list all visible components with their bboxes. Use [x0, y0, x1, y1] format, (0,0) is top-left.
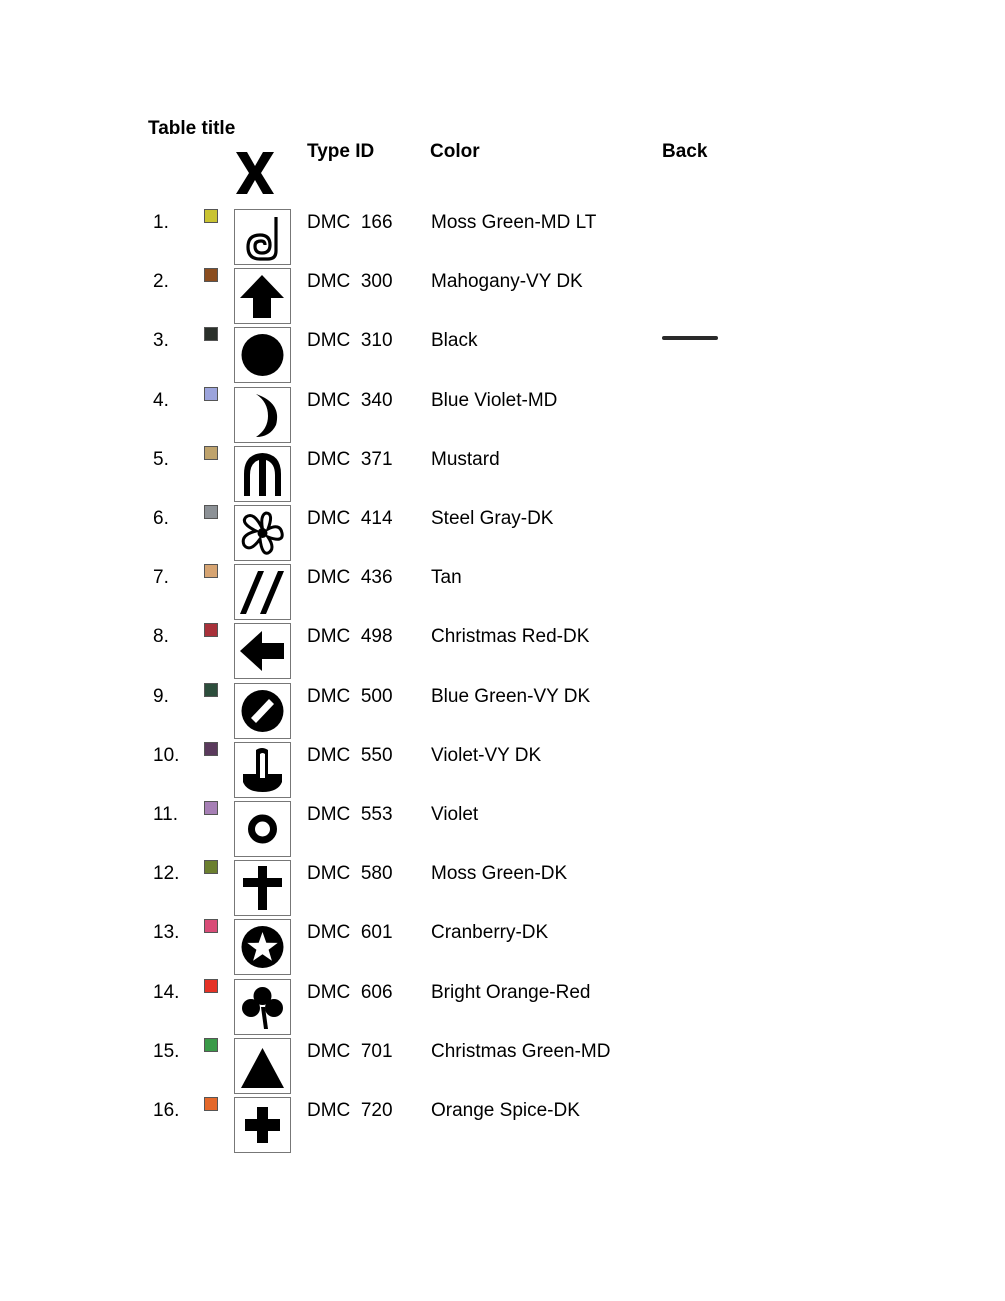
color-code: 580 — [360, 863, 393, 885]
table-row — [0, 742, 1005, 801]
color-name: Blue Violet-MD — [431, 389, 558, 411]
table-row — [0, 327, 1005, 386]
color-swatch — [204, 327, 218, 341]
brand: DMC — [307, 1040, 351, 1062]
brand: DMC — [307, 448, 351, 470]
color-code: 601 — [360, 922, 393, 944]
color-code: 371 — [360, 448, 393, 470]
backstitch-line — [662, 336, 718, 340]
type-id — [307, 1100, 393, 1122]
color-name: Violet — [431, 804, 479, 825]
shamrock-icon — [234, 979, 291, 1035]
type-id — [307, 1041, 393, 1063]
header-back: Back — [662, 141, 708, 162]
type-id — [307, 626, 393, 648]
color-code: 436 — [360, 567, 393, 589]
color-code: 498 — [360, 626, 393, 648]
color-name: Tan — [431, 567, 462, 589]
table-title: Table title — [148, 118, 236, 139]
table-row — [0, 1038, 1005, 1097]
row-number: 13. — [153, 922, 180, 944]
color-swatch — [204, 446, 218, 460]
table-row — [0, 683, 1005, 742]
type-id — [307, 390, 393, 412]
type-id — [307, 271, 393, 293]
brand: DMC — [307, 744, 351, 766]
type-id — [307, 804, 393, 826]
type-id — [307, 745, 393, 767]
circle-icon — [234, 327, 291, 383]
latin-cross-icon — [234, 860, 291, 916]
brand: DMC — [307, 271, 351, 293]
brand: DMC — [307, 685, 351, 707]
table-row — [0, 860, 1005, 919]
ring-icon — [234, 801, 291, 857]
star-circle-icon — [234, 919, 291, 975]
row-number: 12. — [153, 863, 180, 885]
triangle-icon — [234, 1038, 291, 1094]
color-code: 414 — [360, 508, 393, 529]
table-row — [0, 564, 1005, 623]
color-swatch — [204, 1038, 218, 1052]
color-swatch — [204, 209, 218, 223]
row-number: 3. — [153, 330, 169, 352]
table-row — [0, 979, 1005, 1038]
row-number: 1. — [153, 212, 169, 233]
row-number: 15. — [153, 1040, 180, 1062]
table-row — [0, 268, 1005, 327]
table-row — [0, 919, 1005, 978]
brand: DMC — [307, 212, 351, 233]
color-name: Violet-VY DK — [431, 744, 542, 766]
type-id — [307, 922, 393, 944]
table-row — [0, 623, 1005, 682]
row-number: 6. — [153, 508, 169, 529]
type-id — [307, 330, 393, 352]
brand: DMC — [307, 330, 351, 352]
row-number: 16. — [153, 1100, 180, 1121]
color-swatch — [204, 268, 218, 282]
brand: DMC — [307, 389, 351, 411]
color-code: 606 — [360, 981, 393, 1003]
arch-icon — [234, 446, 291, 502]
brand: DMC — [307, 567, 351, 589]
color-code: 553 — [360, 804, 393, 825]
type-id — [307, 212, 393, 234]
brand: DMC — [307, 922, 351, 944]
spiral-d-icon — [234, 209, 291, 265]
down-arrow-icon — [234, 742, 291, 798]
double-slash-icon — [234, 564, 291, 620]
type-id — [307, 982, 393, 1004]
slash-circle-icon — [234, 683, 291, 739]
color-name: Black — [431, 330, 478, 352]
color-name: Christmas Red-DK — [431, 626, 590, 648]
color-name: Moss Green-DK — [431, 863, 568, 885]
type-id — [307, 567, 393, 589]
brand: DMC — [307, 1100, 351, 1121]
color-code: 300 — [360, 271, 393, 293]
color-swatch — [204, 683, 218, 697]
table-row — [0, 387, 1005, 446]
type-id — [307, 686, 393, 708]
color-swatch — [204, 742, 218, 756]
color-code: 550 — [360, 744, 393, 766]
color-swatch — [204, 623, 218, 637]
header-color: Color — [430, 141, 480, 162]
color-code: 166 — [360, 212, 393, 233]
color-code: 500 — [360, 685, 393, 707]
table-row — [0, 505, 1005, 564]
brand: DMC — [307, 863, 351, 885]
color-code: 340 — [360, 389, 393, 411]
row-number: 4. — [153, 389, 169, 411]
color-code: 720 — [360, 1100, 393, 1121]
flower-icon — [234, 505, 291, 561]
table-row — [0, 209, 1005, 268]
row-number: 11. — [153, 804, 179, 825]
brand: DMC — [307, 981, 351, 1003]
row-number: 7. — [153, 567, 169, 589]
symbol-column-header-x-icon — [234, 150, 276, 196]
row-number: 5. — [153, 448, 169, 470]
color-name: Bright Orange-Red — [431, 981, 591, 1003]
color-name: Mustard — [431, 448, 500, 470]
brand: DMC — [307, 626, 351, 648]
left-arrow-icon — [234, 623, 291, 679]
color-swatch — [204, 801, 218, 815]
plus-icon — [234, 1097, 291, 1153]
color-name: Cranberry-DK — [431, 922, 549, 944]
color-swatch — [204, 919, 218, 933]
color-code: 701 — [360, 1040, 393, 1062]
row-number: 10. — [153, 744, 180, 766]
color-swatch — [204, 979, 218, 993]
brand: DMC — [307, 508, 351, 529]
row-number: 8. — [153, 626, 169, 648]
color-name: Blue Green-VY DK — [431, 685, 591, 707]
crescent-icon — [234, 387, 291, 443]
color-swatch — [204, 387, 218, 401]
color-swatch — [204, 1097, 218, 1111]
table-row — [0, 446, 1005, 505]
type-id — [307, 863, 393, 885]
color-code: 310 — [360, 330, 393, 352]
color-swatch — [204, 860, 218, 874]
row-number: 2. — [153, 271, 169, 293]
color-name: Mahogany-VY DK — [431, 271, 583, 293]
row-number: 14. — [153, 981, 180, 1003]
row-number: 9. — [153, 685, 169, 707]
type-id — [307, 449, 393, 471]
table-row — [0, 801, 1005, 860]
color-swatch — [204, 564, 218, 578]
brand: DMC — [307, 804, 351, 825]
up-arrow-icon — [234, 268, 291, 324]
color-name: Orange Spice-DK — [431, 1100, 580, 1121]
table-row — [0, 1097, 1005, 1156]
color-name: Moss Green-MD LT — [431, 212, 597, 233]
color-swatch — [204, 505, 218, 519]
type-id — [307, 508, 393, 530]
header-type-id: Type ID — [307, 141, 375, 162]
color-name: Christmas Green-MD — [431, 1040, 611, 1062]
color-name: Steel Gray-DK — [431, 508, 554, 529]
